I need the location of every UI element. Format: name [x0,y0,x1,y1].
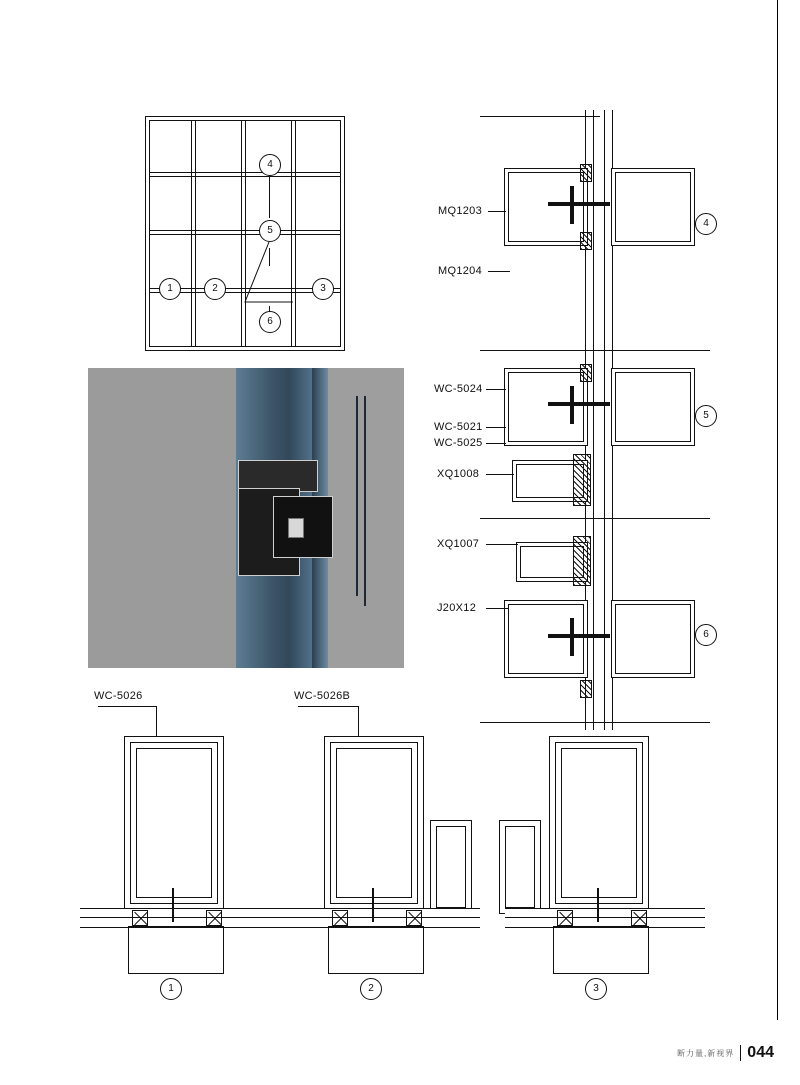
leader-mq1204 [488,271,510,272]
leader-j20x12 [486,608,508,609]
break-line-top [480,116,600,117]
elevation-transom-1 [149,172,341,177]
detail1-anchor-bolt [172,888,174,922]
detail1-window-frame [124,736,224,910]
elevation-callout-5[interactable]: 5 [259,220,281,242]
leader-wc5025 [486,443,506,444]
section4-anchor-stem [570,186,574,224]
section-callout-6[interactable]: 6 [695,624,717,646]
detail2-callout[interactable]: 2 [360,978,382,1000]
section4-anchor-bar [548,202,610,206]
detail3-spandrel-box [553,926,649,974]
detail-2 [280,690,480,1010]
section4-glass-right [611,168,695,246]
section6-anchor-bar [548,634,610,638]
label-mq1203: MQ1203 [438,205,482,217]
photo-profile-connector [288,518,304,538]
leader-2 [224,288,264,289]
section-callout-4[interactable]: 4 [695,213,717,235]
section-callout-5[interactable]: 5 [695,405,717,427]
leader-mq1203 [488,211,506,212]
label-wc5025: WC-5025 [434,437,483,449]
leader-1 [179,288,205,289]
detail3-window-frame [549,736,649,910]
section6-anchor-stem [570,618,574,656]
label-xq1008: XQ1008 [437,468,480,480]
detail-1 [80,690,280,1010]
elevation-callout-1[interactable]: 1 [159,278,181,300]
section4-glass-left [504,168,588,246]
detail2-bracket-right [406,910,422,926]
elevation-transom-2 [149,230,341,235]
section4-gasket-bottom [580,232,592,250]
section5-glass-left [504,368,588,446]
break-line-2 [480,350,710,351]
section4-gasket-top [580,164,592,182]
page-right-rule [777,0,778,1020]
section6-thermal-break [573,536,591,586]
page-number: 044 [747,1044,774,1061]
footer-divider [740,1045,741,1061]
leader-xq1007 [486,544,518,545]
detail3-bracket-right [631,910,647,926]
detail2-side-profile-inner [436,826,466,908]
leader-xq1008 [486,474,514,475]
bottom-detail-row [80,690,720,1020]
footer-note: 断力量,新视界 [677,1049,735,1058]
page-footer [677,1045,774,1061]
detail1-bracket-right [206,910,222,926]
label-wc5021: WC-5021 [434,421,483,433]
detail-3 [505,690,705,1010]
elevation-callout-4[interactable]: 4 [259,154,281,176]
detail1-spandrel-box [128,926,224,974]
section5-glass-right [611,368,695,446]
detail2-spandrel-box [328,926,424,974]
break-line-3 [480,518,710,519]
elevation-callout-2[interactable]: 2 [204,278,226,300]
leader-4 [269,174,270,218]
section6-glass-right [611,600,695,678]
elevation-callout-3[interactable]: 3 [312,278,334,300]
label-j20x12: J20X12 [437,602,477,614]
product-render-photo [88,368,404,668]
detail3-side-profile-inner [505,826,535,908]
detail2-anchor-bolt [372,888,374,922]
label-mq1204: MQ1204 [438,265,482,277]
curtain-wall-elevation [145,116,345,351]
elevation-callout-6[interactable]: 6 [259,311,281,333]
photo-cable-2 [364,396,382,606]
label-wc5026b: WC-5026B [294,690,351,702]
leader-wc5021 [486,427,506,428]
detail3-anchor-bolt [597,888,599,922]
detail2-window-frame [324,736,424,910]
vertical-section-details [420,110,760,730]
detail1-floor-slab [80,908,280,928]
section5-anchor-stem [570,386,574,424]
leader-3 [285,288,312,289]
photo-background-left [88,368,238,668]
section5-anchor-bar [548,402,610,406]
leader-wc5024 [486,389,506,390]
detail2-bracket-left [332,910,348,926]
detail1-bracket-left [132,910,148,926]
section5-gasket-top [580,364,592,382]
detail2-floor-slab [280,908,480,928]
label-xq1007: XQ1007 [437,538,480,550]
detail3-callout[interactable]: 3 [585,978,607,1000]
label-wc5024: WC-5024 [434,383,483,395]
section6-glass-left [504,600,588,678]
leader-5 [269,248,270,266]
detail3-bracket-left [557,910,573,926]
detail3-floor-slab [505,908,705,928]
label-wc5026: WC-5026 [94,690,143,702]
section5-thermal-break [573,454,591,506]
detail1-callout[interactable]: 1 [160,978,182,1000]
